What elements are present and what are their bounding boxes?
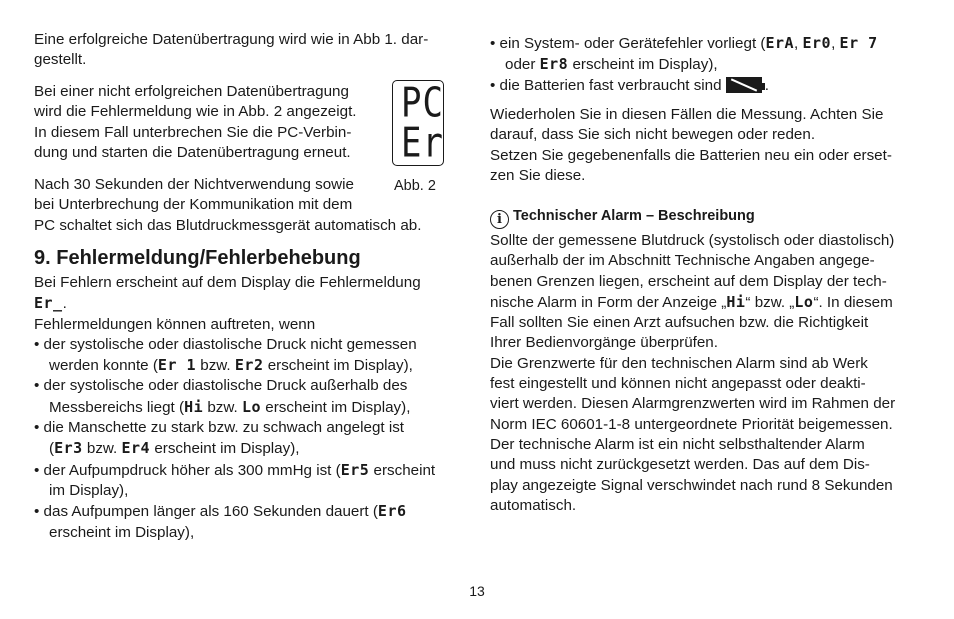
bullet-text: der Aufpumpdruck höher als 300 mmHg ist (	[43, 461, 341, 479]
bullet-text: werden konnte (	[49, 357, 158, 375]
bullet-text: erscheint im Display),	[49, 523, 195, 541]
timeout-line: Nach 30 Sekunden der Nichtverwendung sowie	[34, 176, 354, 193]
bullet-not-measured: • der systolische oder diastolische Druck nicht gemessen werden konnte (Er 1 bzw. Er2 erscheint im Display),	[34, 335, 417, 375]
display-code-line	[34, 293, 466, 314]
alarm-line: Die Grenzwerte für den technischen Alarm sind ab Werk	[490, 354, 868, 372]
timeout-paragraph	[34, 175, 466, 236]
alarm-line: fest eingestellt und können nicht angepasst oder deakti-	[490, 375, 866, 393]
alarm-line: benen Grenzen liegen, erscheint auf dem Display der tech-	[490, 272, 887, 290]
display-text	[34, 273, 466, 293]
repeat-line: Wiederholen Sie in diesen Fällen die Messung. Achten Sie	[490, 106, 884, 123]
lcd-row-pc: PC	[401, 79, 444, 128]
alarm-line: Fall sollten Sie einen Arzt aufsuchen bzw. die Richtigkeit	[490, 314, 869, 332]
bullet-text: erscheint im Display),	[568, 56, 718, 74]
bullet-text: erscheint im Display),	[263, 357, 413, 375]
alarm-line: automatisch.	[490, 496, 577, 514]
bullet-text: der systolische oder diastolische Druck nicht gemessen	[43, 335, 417, 353]
bullet-out-of-range: • der systolische oder diastolische Druck außerhalb des Messbereichs liegt (Hi bzw. Lo erscheint im Display),	[34, 377, 411, 416]
repeat-line: darauf, dass Sie sich nicht bewegen oder reden.	[490, 126, 816, 144]
error-code: Er0	[802, 34, 832, 52]
lcd-row-er: Er	[401, 119, 444, 168]
alarm-line: Ihrer Bedienvorgänge überprüfen.	[490, 334, 718, 352]
repeat-line: zen Sie diese.	[490, 166, 586, 184]
alarm-line: außerhalb der im Abschnitt Technische Angaben angege-	[490, 252, 875, 270]
alarm-line: play angezeigte Signal verschwindet nach rund 8 Sekunden	[490, 476, 893, 494]
failure-paragraph	[34, 82, 394, 163]
lcd-display-figure	[392, 80, 444, 166]
bullet-text: (	[49, 440, 55, 458]
bullet-text: die Manschette zu stark bzw. zu schwach angelegt ist	[43, 419, 405, 437]
low-battery-icon	[726, 77, 762, 93]
failure-line: In diesem Fall unterbrechen Sie die PC-Verbin-	[34, 123, 352, 141]
alarm-text: nische Alarm in Form der Anzeige „	[490, 293, 727, 311]
error-code: Er5	[340, 460, 370, 479]
punct: .	[764, 76, 770, 94]
error-code: Lo	[241, 397, 262, 416]
bullet-text: bzw.	[82, 440, 122, 458]
bullet-text: der systolische oder diastolische Druck außerhalb des	[43, 377, 408, 395]
error-code: Hi	[184, 397, 204, 416]
alarm-line: und muss nicht zurückgesetzt werden. Das auf dem Dis-	[490, 456, 870, 474]
alarm-heading	[490, 206, 755, 229]
bullet-system-error: • ein System- oder Gerätefehler vorliegt (ErA, Er0, Er 7 oder Er8 erscheint im Display),	[490, 34, 878, 74]
intro-paragraph	[34, 30, 466, 71]
error-code: Er2	[234, 356, 264, 375]
error-code: Er 1	[157, 356, 197, 375]
error-code: ErA	[765, 34, 795, 52]
occur-text: Fehlermeldungen können auftreten, wenn	[34, 315, 316, 333]
alarm-line: viert werden. Diesen Alarmgrenzwerten wird im Rahmen der	[490, 395, 896, 413]
alarm-text: “ bzw. „	[745, 293, 795, 311]
bullet-battery: • die Batterien fast verbraucht sind .	[490, 76, 770, 94]
bullet-text: die Batterien fast verbraucht sind	[499, 76, 726, 94]
bullet-text: erscheint	[369, 461, 436, 479]
alarm-paragraph	[490, 231, 928, 516]
error-code: Er4	[121, 439, 151, 458]
bullet-text: bzw.	[196, 357, 235, 375]
alarm-line: Der technische Alarm ist ein nicht selbsthaltender Alarm	[490, 435, 865, 453]
bullet-text: ein System- oder Gerätefehler vorliegt (	[499, 35, 766, 52]
punct: .	[62, 295, 67, 313]
intro-line: gestellt.	[34, 51, 87, 69]
error-code: Er3	[54, 439, 83, 458]
bullet-cuff: • die Manschette zu stark bzw. zu schwach angelegt ist (Er3 bzw. Er4 erscheint im Display),	[34, 419, 405, 458]
figure-caption: Abb. 2	[394, 178, 436, 194]
alarm-line	[490, 292, 928, 313]
alarm-line: Norm IEC 60601-1-8 untergeordnete Priorität beigemessen.	[490, 415, 893, 433]
punct: ,	[794, 35, 803, 52]
timeout-line: PC schaltet sich das Blutdruckmessgerät automatisch ab.	[34, 216, 422, 234]
error-code: Er 7	[839, 34, 878, 52]
error-code: Er6	[377, 502, 407, 521]
bullet-text: oder	[505, 56, 540, 74]
error-code: Er8	[539, 55, 569, 74]
bullet-pressure: • der Aufpumpdruck höher als 300 mmHg ist (Er5 erscheint im Display),	[34, 460, 436, 499]
punct: ,	[831, 35, 840, 52]
right-bullets	[490, 33, 928, 96]
display-text-body: Bei Fehlern erscheint auf dem Display die Fehlermeldung	[34, 274, 421, 291]
alarm-title: Technischer Alarm – Beschreibung	[513, 208, 755, 224]
intro-line: Eine erfolgreiche Datenübertragung wird wie in Abb 1. dar-	[34, 31, 429, 48]
error-code: Er_	[34, 294, 63, 313]
failure-line: dung und starten die Datenübertragung erneut.	[34, 143, 351, 161]
failure-line: Bei einer nicht erfolgreichen Datenübertragung	[34, 83, 349, 100]
error-code: Hi	[726, 292, 746, 311]
alarm-line: Sollte der gemessene Blutdruck (systolisch oder diastolisch)	[490, 232, 895, 249]
error-list-section	[34, 273, 466, 543]
alarm-text: “. In diesem	[813, 293, 893, 311]
error-code: Lo	[794, 292, 814, 311]
repeat-line: Setzen Sie gegebenenfalls die Batterien neu ein oder erset-	[490, 146, 892, 164]
bullet-text: Messbereichs liegt (	[49, 398, 185, 416]
bullet-text: das Aufpumpen länger als 160 Sekunden dauert (	[43, 503, 378, 521]
bullet-text: erscheint im Display),	[261, 398, 411, 416]
repeat-paragraph	[490, 105, 928, 186]
bullet-text: erscheint im Display),	[150, 440, 300, 458]
page-number: 13	[469, 583, 485, 599]
failure-line: wird die Fehlermeldung wie in Abb. 2 angezeigt.	[34, 103, 357, 121]
bullet-text: im Display),	[49, 481, 129, 499]
section-heading: 9. Fehlermeldung/Fehlerbehebung	[34, 247, 361, 269]
bullet-inflation-time: • das Aufpumpen länger als 160 Sekunden dauert (Er6 erscheint im Display),	[34, 502, 407, 541]
bullet-text: bzw.	[203, 398, 242, 416]
timeout-line: bei Unterbrechung der Kommunikation mit dem	[34, 196, 353, 214]
info-icon: i	[490, 210, 509, 229]
